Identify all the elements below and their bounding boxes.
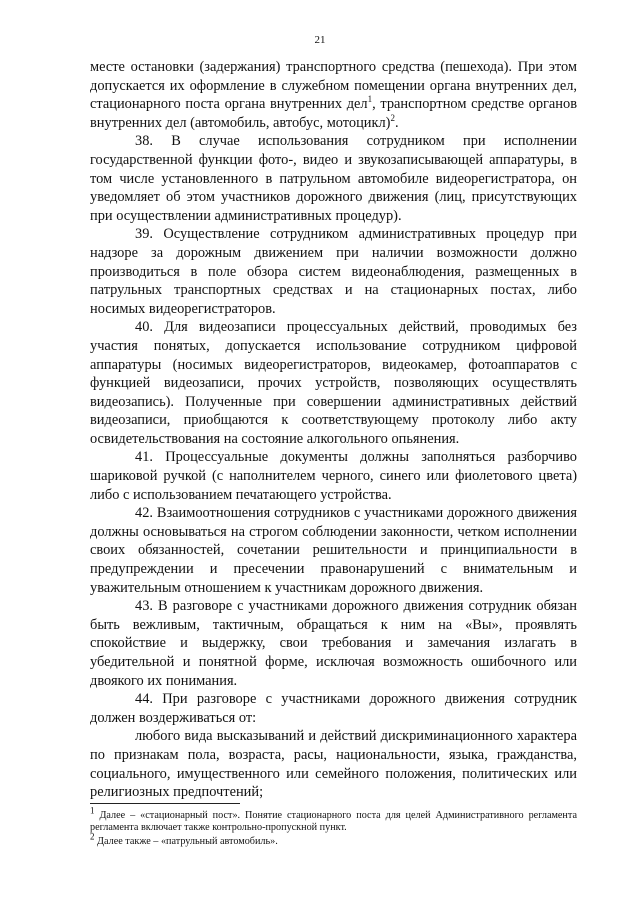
footnote-1 [90,805,577,835]
footnote-mark: 2 [90,831,95,842]
paragraph-text: месте остановки (задержания) транспортного средства (пешехода). При этом допускается их оформление в служебном помещении органа внутренних дел, стационарного поста органа внутренних дел [90,59,577,113]
footnote-ref: 2 [390,112,395,123]
footnote-mark: 1 [90,805,95,816]
page-number: 21 [314,34,326,46]
paragraph-38: 38. В случае использования сотрудником при исполнении государственной функции фото-, видео и звукозаписывающей аппаратуры, в том числе установленного в патрульном автомобиле видеорегистратора, он уведомляет об этом участников дорожного движения (лиц, присутствующих при осуществлении административных процедур). [90,133,577,224]
paragraph-continuation [90,58,577,132]
footnote-2 [90,831,577,848]
footnote-ref: 1 [367,94,373,105]
list-item-1: любого вида высказываний и действий дискриминационного характера по признакам пола, возраста, расы, национальности, языка, гражданства, социального, имущественного или семейного положения, политических или религиозных предпочтений; [90,728,577,801]
footnote-text: Далее – «стационарный пост». Понятие стационарного поста для целей Административного регламента регламента включает также контрольно-пропускной пункт. [90,810,577,834]
document-body [90,58,577,802]
paragraph-text: , транспортном средстве органов внутренних дел (автомобиль, автобус, мотоцикл) [90,96,577,131]
footnote-divider [90,803,240,804]
paragraph-43: 43. В разговоре с участниками дорожного движения сотрудник обязан быть вежливым, тактичным, обращаться к ним на «Вы», проявлять спокойствие и выдержку, свои требования и замечания излагать в убедительной и понятной форме, исключая возможность ошибочного или двоякого их понимания. [90,598,577,689]
paragraph-40: 40. Для видеозаписи процессуальных действий, проводимых без участия понятых, допускается использование сотрудником цифровой аппаратуры (носимых видеорегистраторов, видеокамер, фотоаппаратов с функцией видеозаписи, прочих устройств, позволяющих осуществлять видеозапись). Полученные при совершении административных действий видеозаписи, приобщаются к соответствующему протоколу либо акту освидетельствования на состояние алкогольного опьянения. [90,319,577,447]
paragraph-42: 42. Взаимоотношения сотрудников с участниками дорожного движения должны основываться на строгом соблюдении законности, четком исполнении своих обязанностей, сочетании решительности и принципиальности в предупреждении и пресечении правонарушений с внимательным и уважительным отношением к участникам дорожного движения. [90,505,577,596]
footnote-text: Далее также – «патрульный автомобиль». [94,836,278,847]
paragraph-41: 41. Процессуальные документы должны заполняться разборчиво шариковой ручкой (с наполнителем черного, синего или фиолетового цвета) либо с использованием печатающего устройства. [90,449,577,503]
paragraph-39: 39. Осуществление сотрудником административных процедур при надзоре за дорожным движением при наличии возможности должно производиться в поле обзора систем видеонаблюдения, размещенных в патрульных транспортных средствах и на стационарных постах, либо носимых видеорегистраторов. [90,226,577,317]
paragraph-44: 44. При разговоре с участниками дорожного движения сотрудник должен воздерживаться от: [90,691,577,726]
paragraph-text: . [394,114,399,131]
